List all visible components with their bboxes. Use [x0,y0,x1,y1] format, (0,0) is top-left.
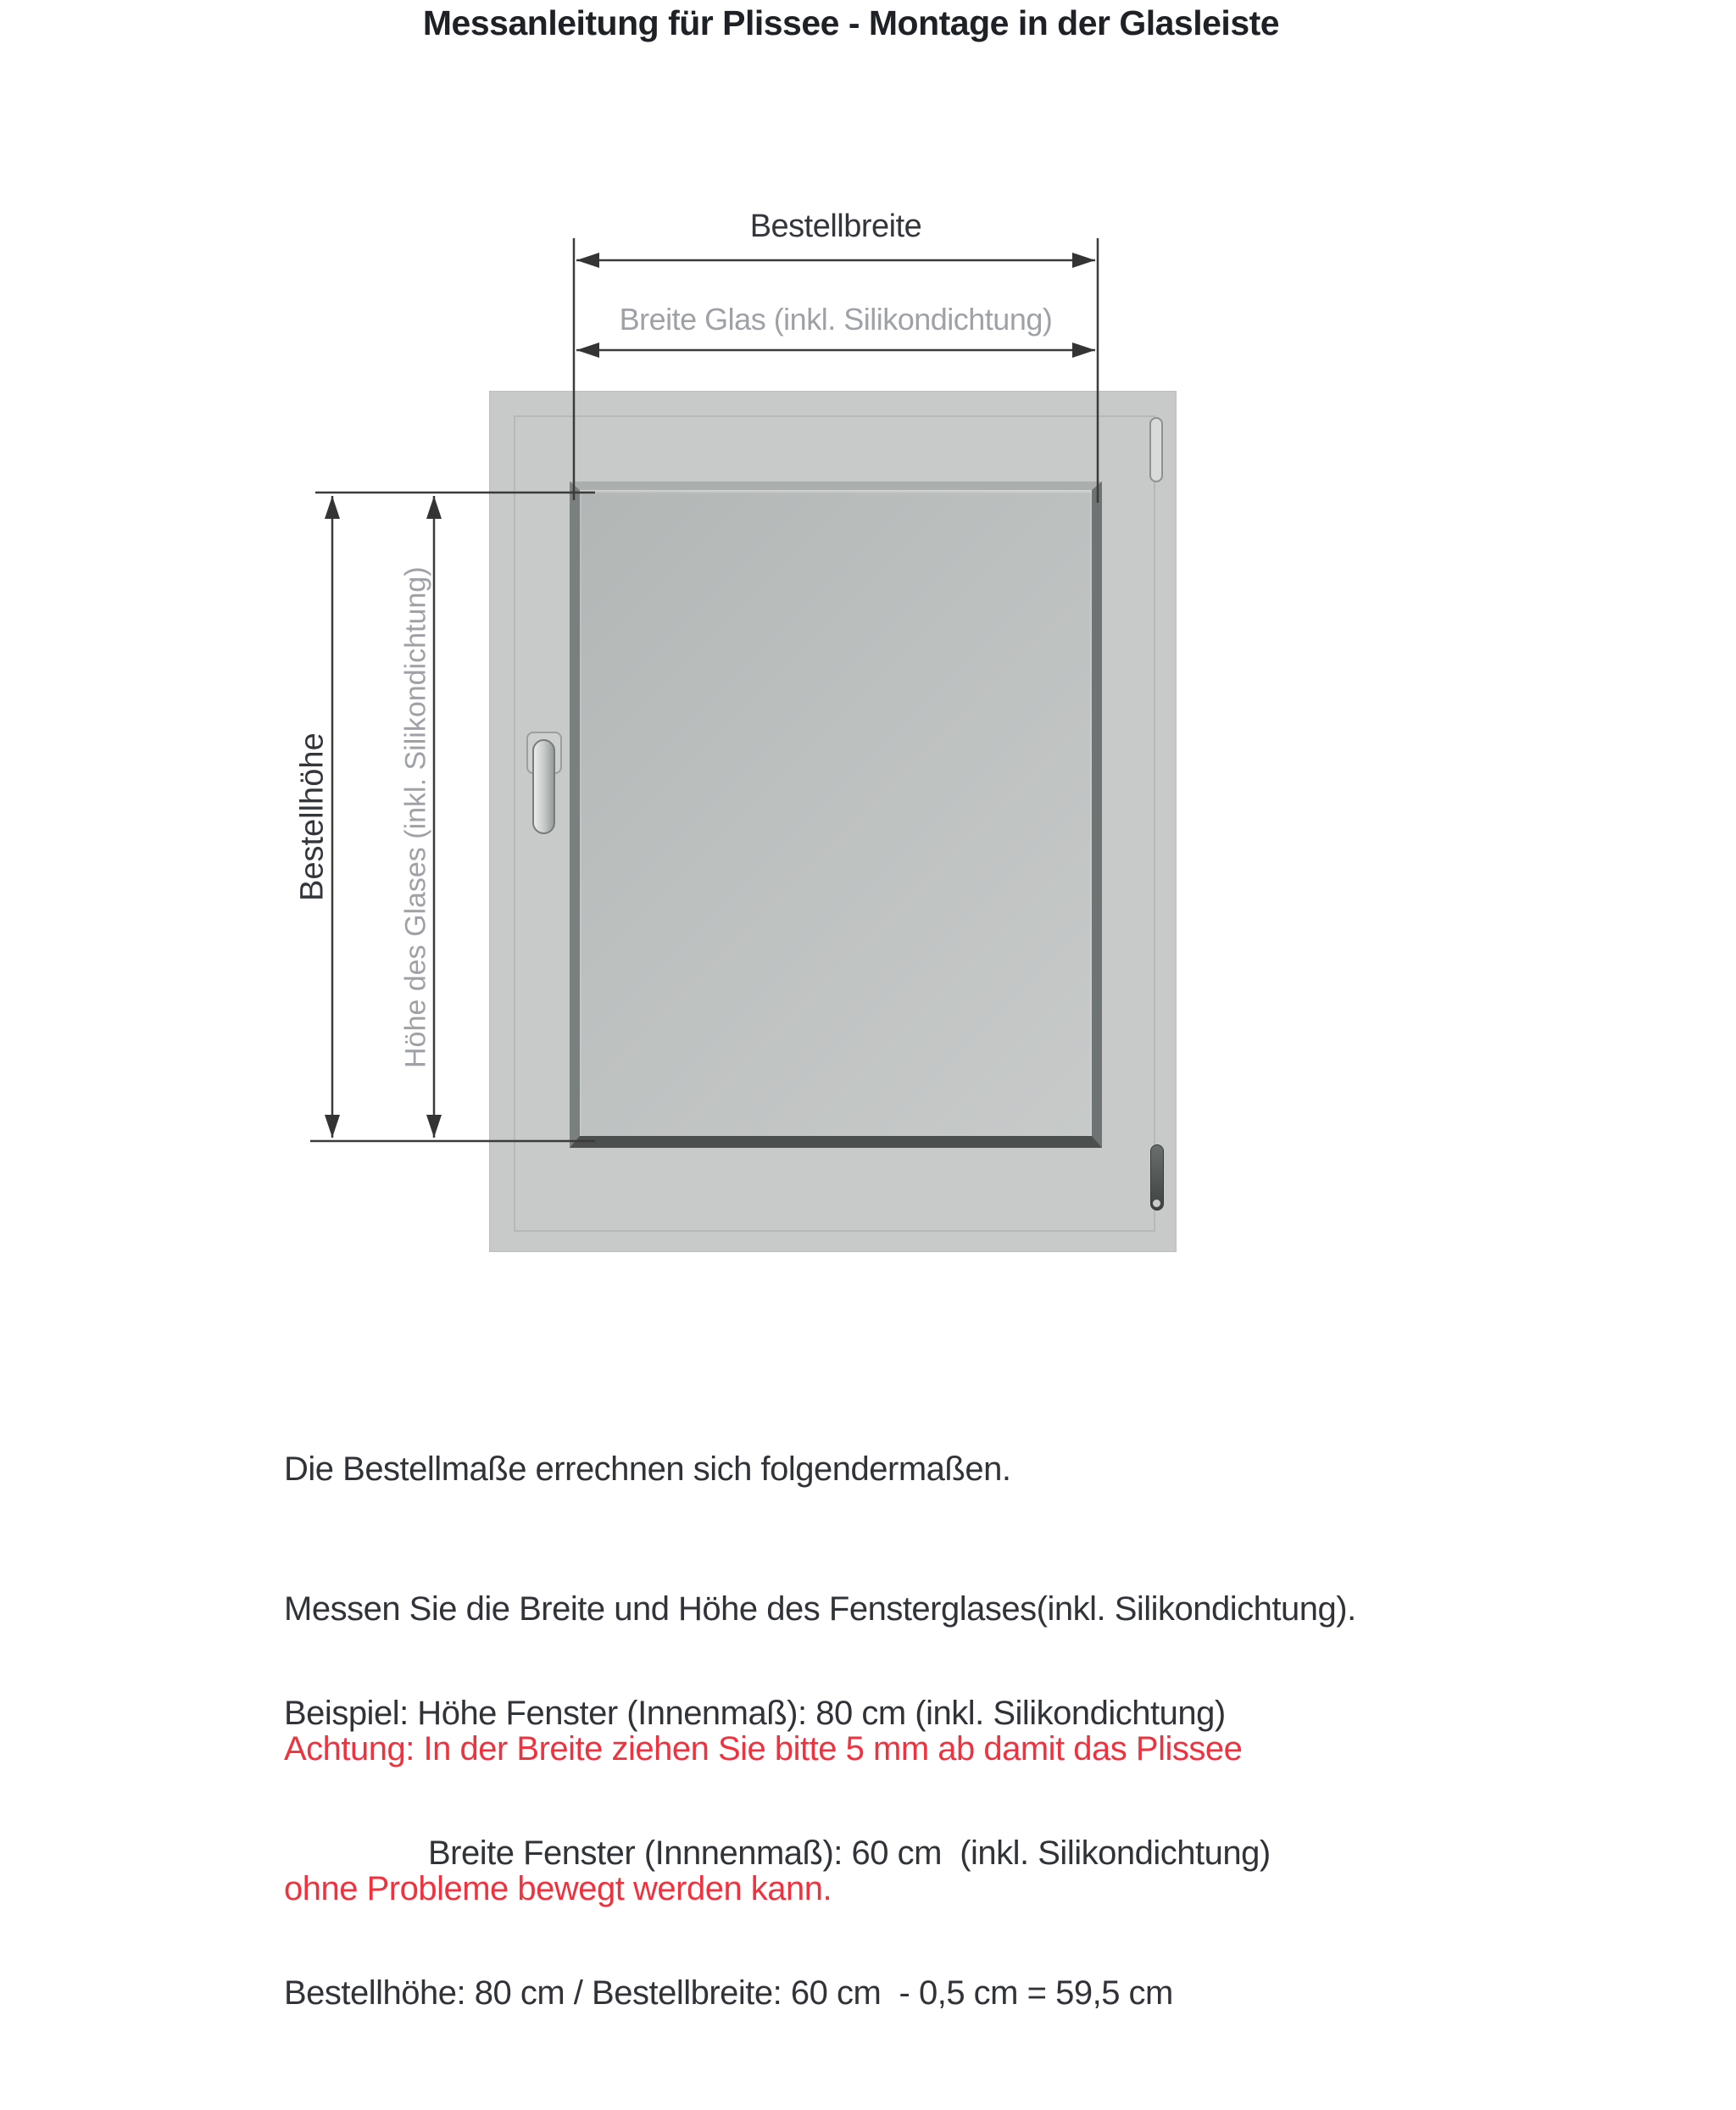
page-title: Messanleitung für Plissee - Montage in der Glasleiste [422,3,1280,42]
example-line: Beispiel: Höhe Fenster (Innenmaß): 80 cm (inkl. Silikondichtung) [284,1695,1226,1732]
example-block [284,1597,1271,2110]
example-line: Bestellhöhe: 80 cm / Bestellbreite: 60 cm - 0,5 cm = 59,5 cm [284,1974,1173,2012]
glass-width-label: Breite Glas (inkl. Silikondichtung) [619,302,1053,337]
instruction-line: Die Bestellmaße errechnen sich folgendermaßen. [284,1450,1011,1488]
order-height-label: Bestellhöhe [294,732,331,902]
warning-line: Achtung: In der Breite ziehen Sie bitte 5 mm ab damit das Plissee [284,1730,1243,1768]
order-width-label: Bestellbreite [749,209,922,244]
glass-height-label: Höhe des Glases (inkl. Silikondichtung) [399,566,432,1068]
instruction-line: Messen Sie die Breite und Höhe des Fensterglases(inkl. Silikondichtung). [284,1590,1356,1628]
warning-line: ohne Probleme bewegt werden kann. [284,1870,832,1907]
example-line: Breite Fenster (Innnenmaß): 60 cm (inkl. Silikondichtung) [428,1834,1271,1872]
